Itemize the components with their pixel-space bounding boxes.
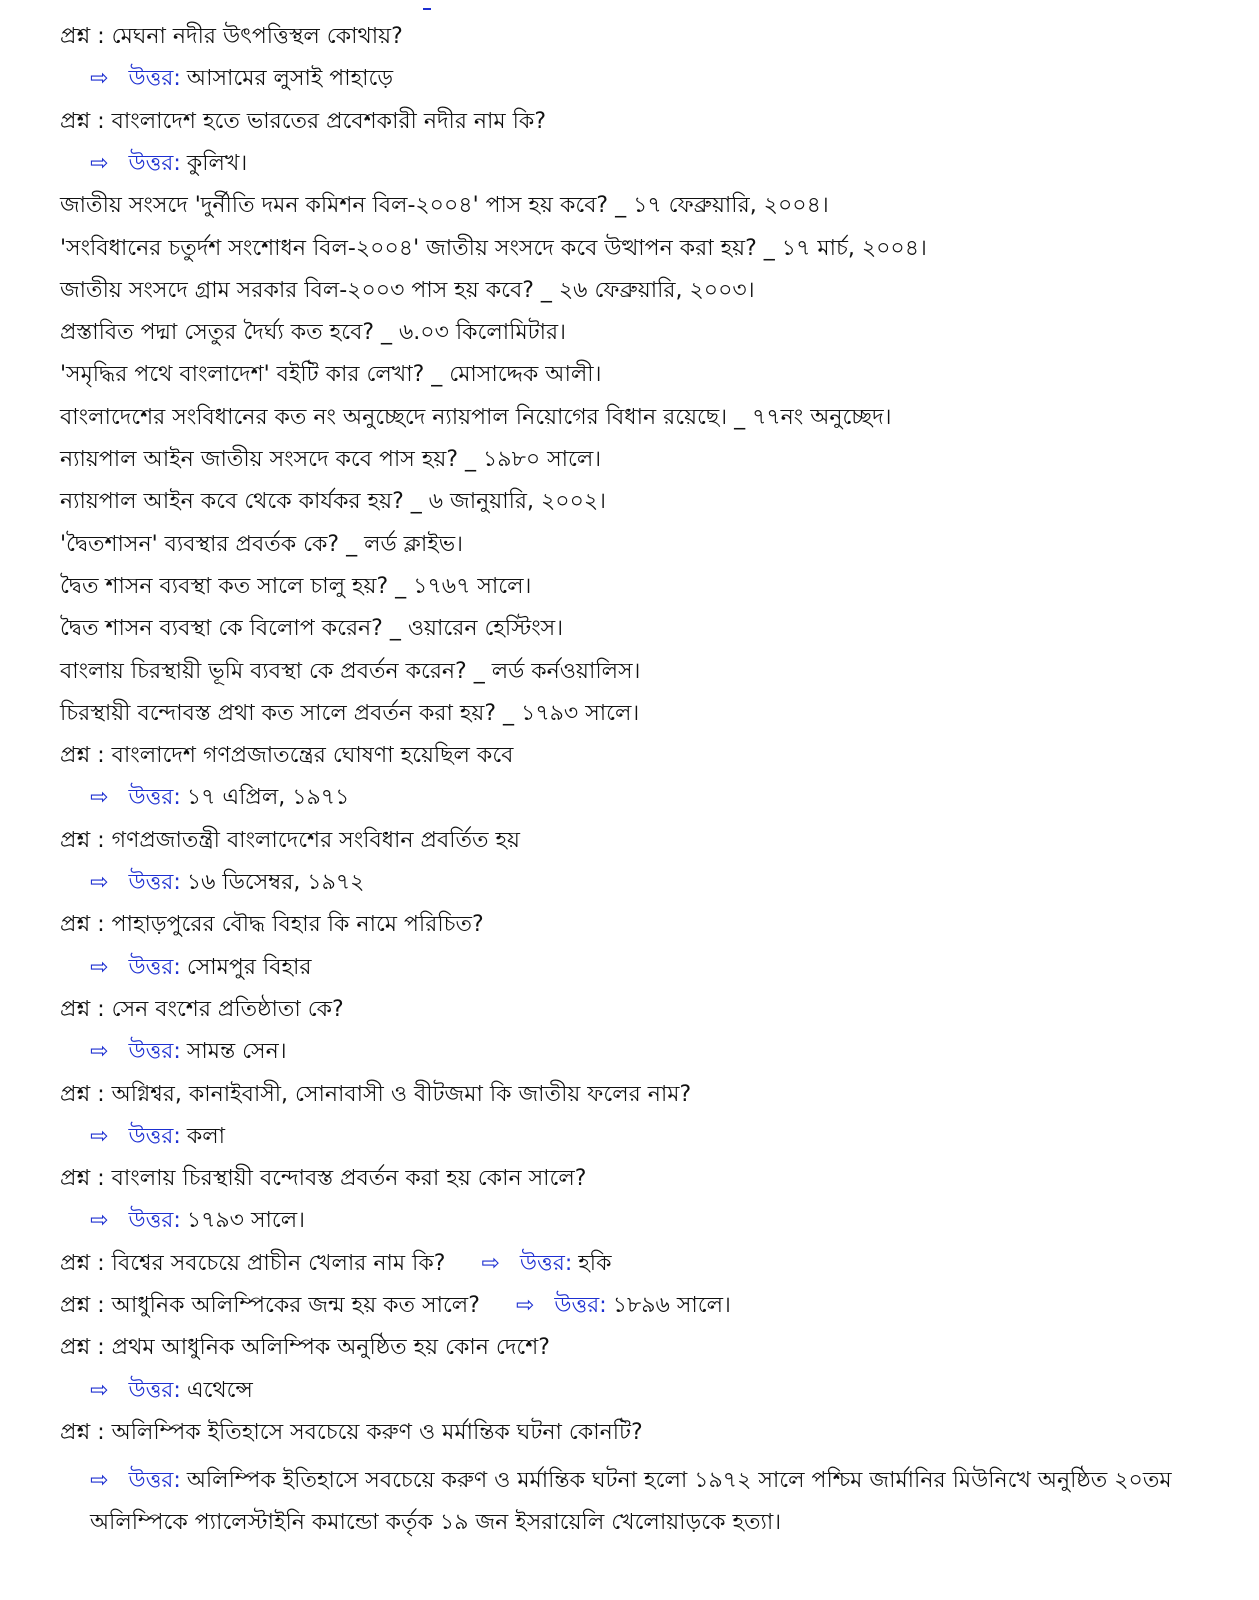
arrow-right-icon: ⇨ [90,785,109,811]
fact-text: দ্বৈত শাসন ব্যবস্থা কত সালে চালু হয়? _ ১৭৬৭ সালে। [60,573,532,599]
arrow-right-icon: ⇨ [515,1293,535,1318]
question-text: প্রশ্ন : বিশ্বের সবচেয়ে প্রাচীন খেলার নাম কি? [60,1250,446,1276]
fact-line [60,191,829,221]
answer-label: উত্তর: [128,66,181,92]
answer-label: উত্তর: [128,954,181,980]
answer-label: উত্তর: [128,150,181,176]
answer-line [90,64,393,94]
question-line [60,741,513,771]
fact-line [60,276,755,306]
answer-line [90,149,247,179]
question-text: প্রশ্ন : আধুনিক অলিম্পিকের জন্ম হয় কত সালে? [60,1293,480,1318]
fact-text: জাতীয় সংসদে গ্রাম সরকার বিল-২০০৩ পাস হয় কবে? _ ২৬ ফেব্রুয়ারি, ২০০৩। [60,277,755,303]
answer-text: এথেন্সে [186,1377,253,1403]
question-line [60,995,344,1025]
arrow-right-icon: ⇨ [90,66,109,92]
fact-text: চিরস্থায়ী বন্দোবস্ত প্রথা কত সালে প্রবর্তন করা হয়? _ ১৭৯৩ সালে। [60,700,640,726]
question-text: প্রশ্ন : বাংলাদেশ হতে ভারতের প্রবেশকারী নদীর নাম কি? [60,108,546,134]
fact-line [60,360,601,390]
answer-label: উত্তর: [128,785,181,811]
question-text: প্রশ্ন : অলিম্পিক ইতিহাসে সবচেয়ে করুণ ও মর্মান্তিক ঘটনা কোনটি? [60,1419,643,1445]
question-text: প্রশ্ন : সেন বংশের প্রতিষ্ঠাতা কে? [60,996,344,1022]
fact-line [60,234,927,264]
question-line [60,1164,586,1194]
fact-line [60,657,640,687]
arrow-right-icon: ⇨ [481,1250,500,1276]
fact-line [60,572,531,602]
arrow-right-icon: ⇨ [90,1208,109,1234]
answer-line [90,783,349,813]
fact-text: বাংলায় চিরস্থায়ী ভূমি ব্যবস্থা কে প্রবর্তন করেন? _ লর্ড কর্নওয়ালিস। [60,658,641,684]
answer-line [90,1376,253,1406]
fact-text: দ্বৈত শাসন ব্যবস্থা কে বিলোপ করেন? _ ওয়ারেন হেস্টিংস। [60,616,564,642]
answer-label: উত্তর: [128,1039,181,1065]
question-text: প্রশ্ন : অগ্নিশ্বর, কানাইবাসী, সোনাবাসী ও বীটজমা কি জাতীয় ফলের নাম? [60,1081,692,1107]
fact-line [60,614,563,644]
fact-text: 'সমৃদ্ধির পথে বাংলাদেশ' বইটি কার লেখা? _ মোসাদ্দেক আলী। [60,362,602,388]
question-text: প্রশ্ন : বাংলাদেশ গণপ্রজাতন্ত্রের ঘোষণা হয়েছিল কবে [60,743,514,769]
fact-text: জাতীয় সংসদে 'দুর্নীতি দমন কমিশন বিল-২০০৪' পাস হয় কবে? _ ১৭ ফেব্রুয়ারি, ২০০৪। [60,193,829,219]
question-line [60,1333,550,1363]
question-text: প্রশ্ন : বাংলায় চিরস্থায়ী বন্দোবস্ত প্রবর্তন করা হয় কোন সালে? [60,1166,587,1192]
answer-line [90,1206,305,1236]
question-line [60,22,403,52]
question-line [60,1080,691,1110]
arrow-right-icon: ⇨ [90,954,109,980]
answer-label: উত্তর: [128,1208,181,1234]
answer-line [90,1460,1250,1544]
answer-text: ১৭ এপ্রিল, ১৯৭১ [186,785,350,811]
answer-text: সামন্ত সেন। [186,1039,287,1065]
answer-line [90,868,364,898]
question-line [60,107,546,137]
answer-label: উত্তর: [128,1468,181,1494]
fact-text: ন্যায়পাল আইন জাতীয় সংসদে কবে পাস হয়? _ ১৯৮০ সালে। [60,447,602,472]
fact-line [60,445,601,475]
arrow-right-icon: ⇨ [90,150,109,176]
arrow-right-icon: ⇨ [90,1039,109,1065]
answer-label: উত্তর: [554,1293,607,1318]
question-text: প্রশ্ন : প্রথম আধুনিক অলিম্পিক অনুষ্ঠিত হয় কোন দেশে? [60,1335,550,1361]
question-text: প্রশ্ন : পাহাড়পুরের বৌদ্ধ বিহার কি নামে পরিচিত? [60,912,484,938]
answer-text: হকি [578,1250,612,1276]
question-line [60,1418,643,1448]
answer-text: অলিম্পিক ইতিহাসে সবচেয়ে করুণ ও মর্মান্তিক ঘটনা হলো ১৯৭২ সালে পশ্চিম জার্মানির মিউনিখে অনুষ্ঠিত ২০তম অলিম্পিকে প্যালেস্টাইনি কমান্ডো কর্তৃক ১৯ জন ইসরায়েলি খেলোয়াড়কে হত্যা। [90,1468,1172,1536]
answer-text: ১৮৯৬ সালে। [612,1293,731,1318]
answer-label: উত্তর: [519,1250,573,1276]
answer-text: সোমপুর বিহার [186,954,312,980]
question-text: প্রশ্ন : মেঘনা নদীর উৎপত্তিস্থল কোথায়? [60,24,403,49]
question-line [60,910,484,940]
fact-line [60,487,606,517]
arrow-right-icon: ⇨ [90,1377,109,1403]
answer-line [90,1037,287,1067]
top-mark [423,8,431,10]
arrow-right-icon: ⇨ [90,1123,109,1149]
question-text: প্রশ্ন : গণপ্রজাতন্ত্রী বাংলাদেশের সংবিধান প্রবর্তিত হয় [60,827,521,853]
fact-text: 'দ্বৈতশাসন' ব্যবস্থার প্রবর্তক কে? _ লর্ড ক্লাইভ। [60,531,463,557]
fact-line [60,699,639,729]
question-answer-line [60,1291,731,1321]
answer-text: আসামের লুসাই পাহাড়ে [186,66,394,92]
fact-text: বাংলাদেশের সংবিধানের কত নং অনুচ্ছেদে ন্যায়পাল নিয়োগের বিধান রয়েছে। _ ৭৭নং অনুচ্ছেদ। [60,404,892,430]
answer-label: উত্তর: [128,1123,181,1149]
arrow-right-icon: ⇨ [90,1468,109,1494]
answer-line [90,1122,225,1152]
answer-text: কুলিখ। [186,150,248,176]
fact-text: 'সংবিধানের চতুর্দশ সংশোধন বিল-২০০৪' জাতীয় সংসদে কবে উত্থাপন করা হয়? _ ১৭ মার্চ, ২০০৪। [60,235,927,261]
question-line [60,826,520,856]
fact-line [60,530,463,560]
fact-text: প্রস্তাবিত পদ্মা সেতুর দৈর্ঘ্য কত হবে? _ ৬.০৩ কিলোমিটার। [60,320,567,346]
question-answer-line [60,1249,611,1279]
fact-text: ন্যায়পাল আইন কবে থেকে কার্যকর হয়? _ ৬ জানুয়ারি, ২০০২। [60,489,607,515]
answer-line [90,953,312,983]
fact-line [60,403,892,433]
answer-label: উত্তর: [128,1377,181,1403]
answer-text: ১৬ ডিসেম্বর, ১৯৭২ [186,870,365,895]
answer-text: ১৭৯৩ সালে। [186,1208,305,1234]
fact-line [60,318,566,348]
answer-label: উত্তর: [128,870,181,895]
arrow-right-icon: ⇨ [90,870,109,895]
answer-text: কলা [186,1123,225,1149]
